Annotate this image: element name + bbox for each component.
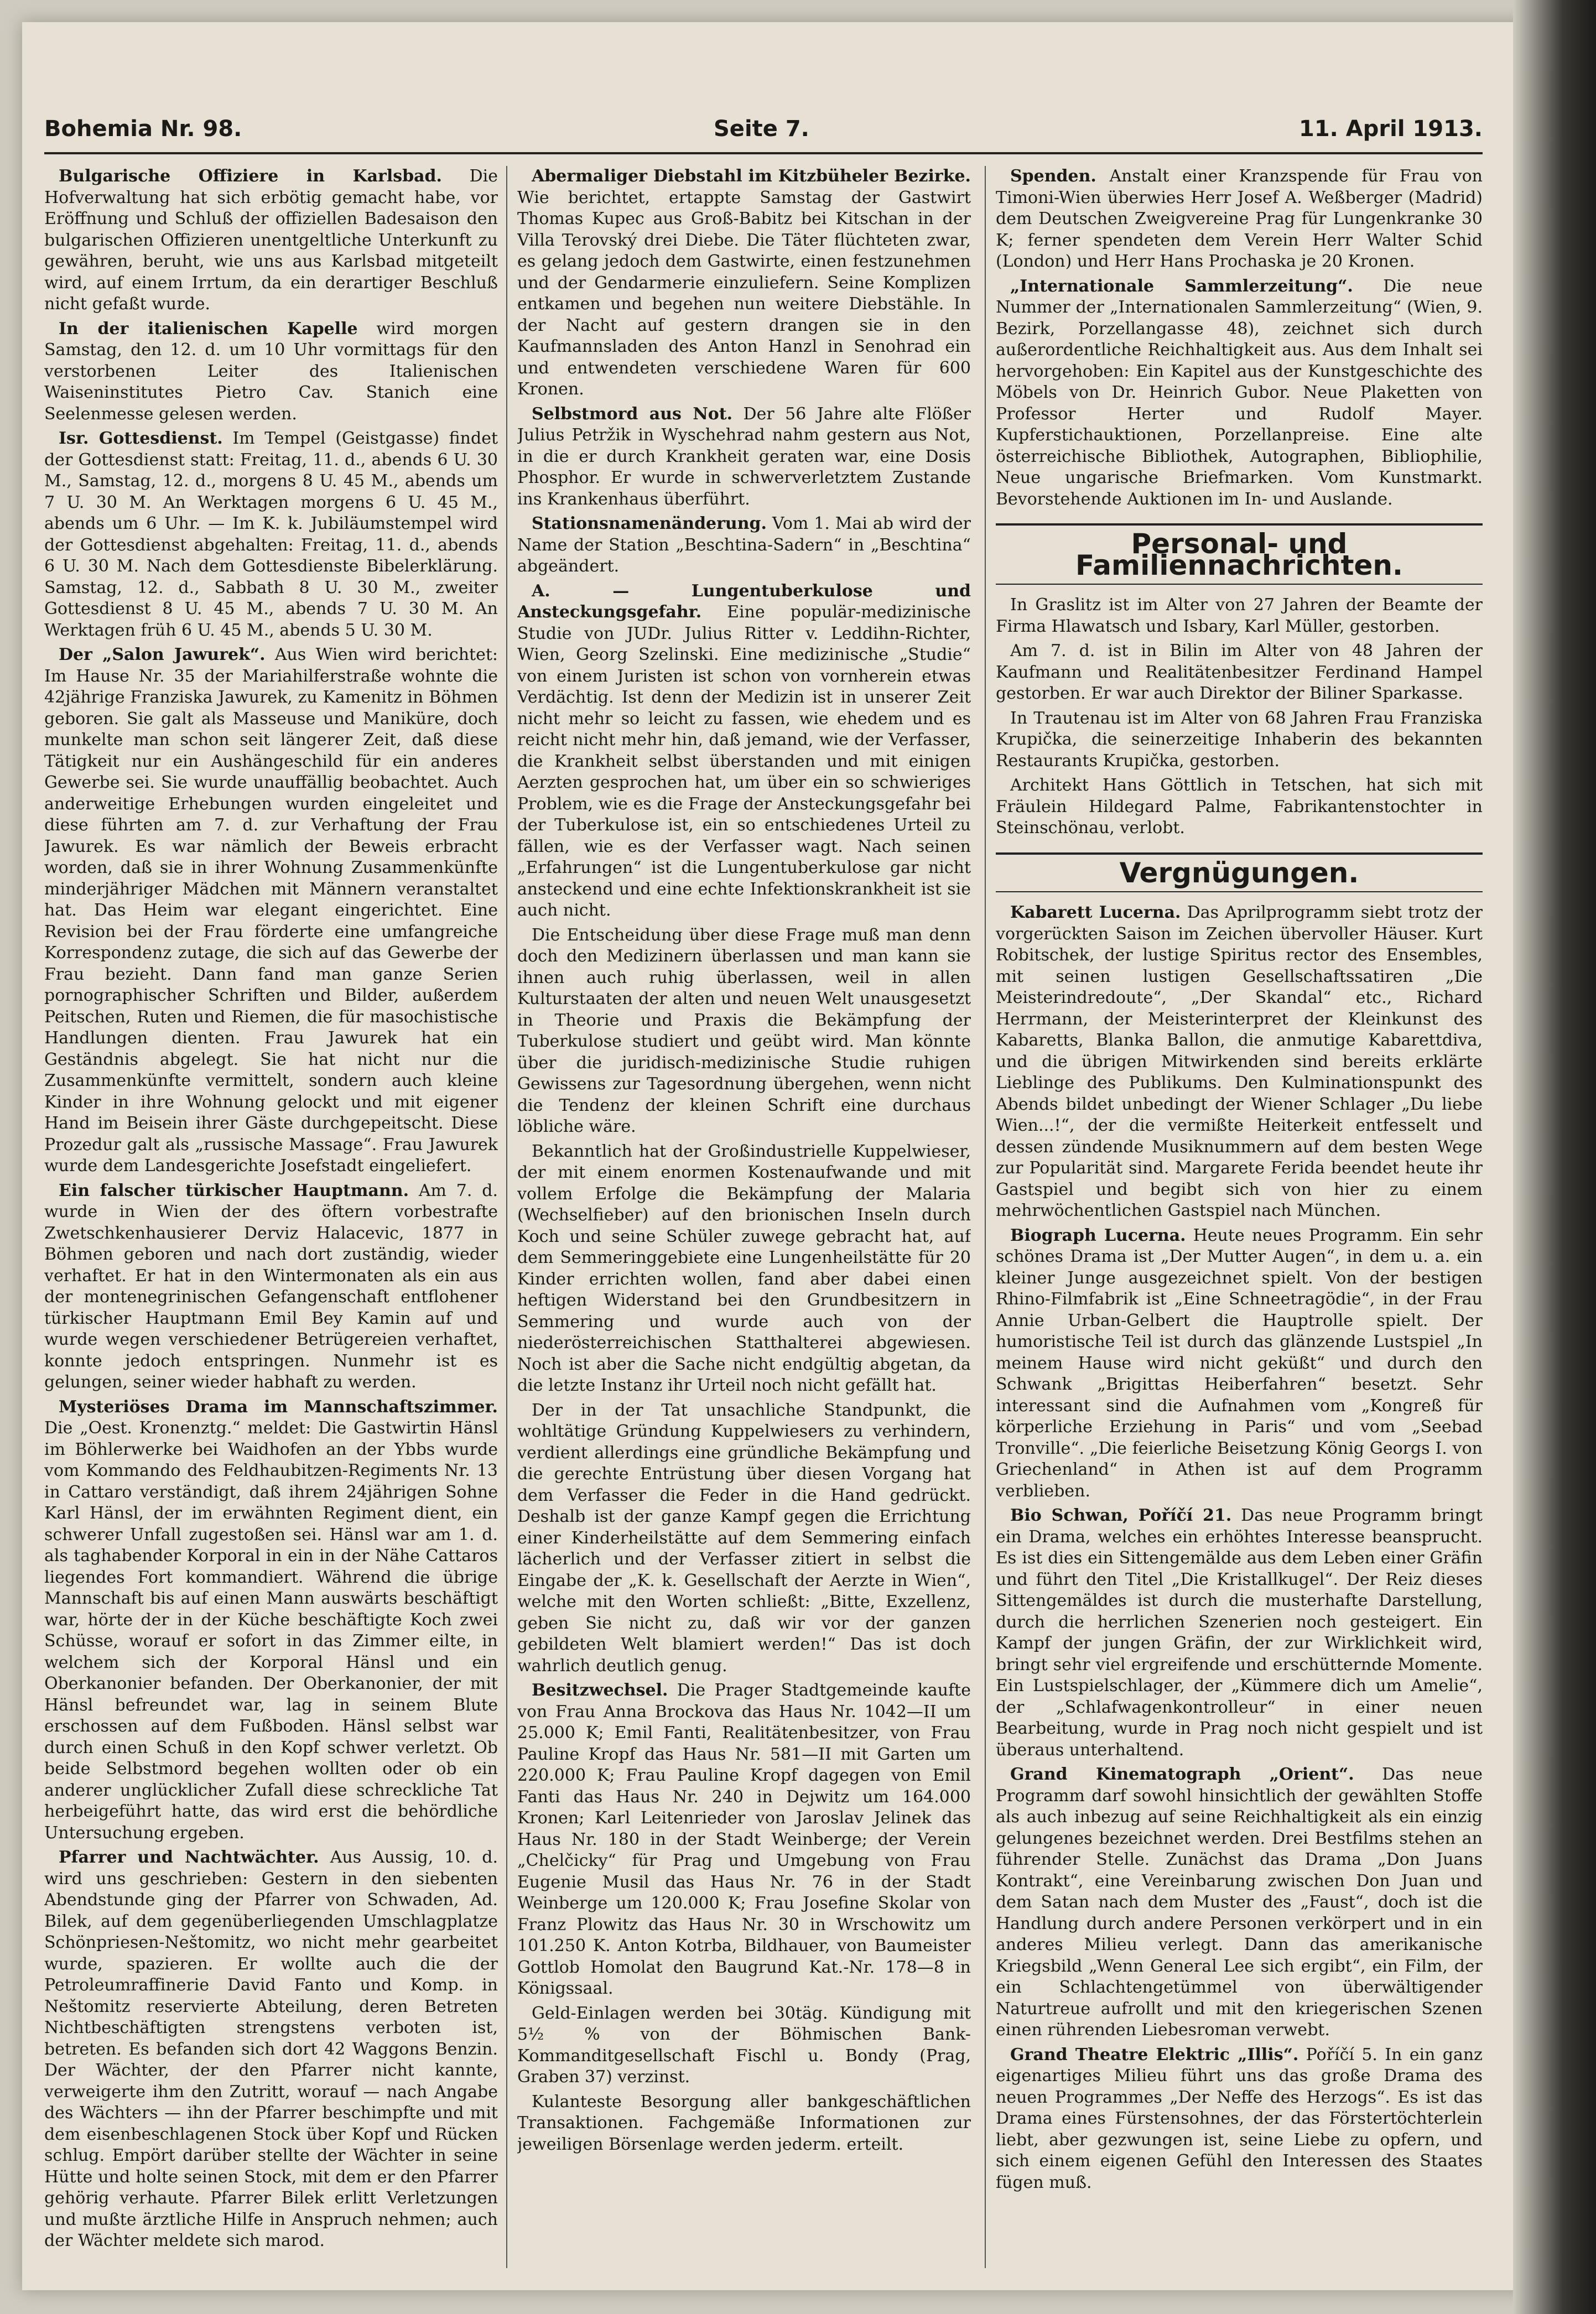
column-1: [44, 166, 498, 2268]
article-body: Die Prager Stadtgemeinde kaufte von Frau Anna Brockova das Haus Nr. 1042—II um 25.000 K; Emil Fanti, Realitätenbesitzer, von Frau Pauline Kropf das Haus Nr. 581—II mit Garten um 220.000 K; Frau Pauline Kropf dagegen von Emil Fanti das Haus Nr. 240 in Dejwitz um 164.000 Kronen; Karl Leitenrieder von Jaroslav Jelinek das Haus Nr. 180 in der Stadt Weinberge; der Verein „Chelčicky“ für Prag und Umgebung von Frau Eugenie Musil das Haus Nr. 76 in der Stadt Weinberge um 120.000 K; Frau Josefine Skolar von Franz Plowitz das Haus Nr. 30 in Wrschowitz um 101.250 K. Anton Kotrba, Bildhauer, von Baumeister Gottlob Homolat den Baugrund Kat.-Nr. 178—8 in Königssaal.: [517, 1681, 971, 1998]
article-headline: Selbstmord aus Not.: [532, 404, 733, 424]
column-2: [517, 166, 971, 2268]
article-body: Kulanteste Besorgung aller bankgeschäftlichen Transaktionen. Fachgemäße Informationen zur jeweiligen Börsenlage werden jederm. erteilt.: [517, 2092, 971, 2154]
article-paragraph: [517, 1400, 971, 1677]
article-headline: Spenden.: [1010, 167, 1096, 186]
article-paragraph: [996, 1505, 1483, 1761]
article-paragraph: [517, 2003, 971, 2088]
column-divider: [985, 166, 986, 2268]
article-headline: Kabarett Lucerna.: [1010, 903, 1181, 922]
article-body: Die „Oest. Kronenztg.“ meldet: Die Gastwirtin Hänsl im Böhlerwerke bei Waidhofen an der Ybbs wurde vom Kommando des Feldhaubitzen-Regiments Nr. 13 in Cattaro verständigt, daß ihrem 24jährigen Sohne Karl Hänsl, der im erwähnten Regiment dient, ein schwerer Unfall zugestoßen sei. Hänsl war am 1. d. als taghabender Korporal in ein in der Nähe Cattaros liegendes Fort kommandiert. Während die übrige Mannschaft bis auf einen Mann auswärts beschäftigt war, hörte der in der Küche beschäftigte Koch zwei Schüsse, worauf er sofort in das Zimmer eilte, in welchem sich der Korporal Hänsl und ein Oberkanonier befanden. Der Oberkanonier, der mit Hänsl befreundet war, lag in seinem Blute erschossen auf dem Fußboden. Hänsl selbst war durch einen Schuß in den Kopf schwer verletzt. Ob beide Selbstmord begehen wollten oder ob ein anderer unglücklicher Zufall diese schreckliche Tat herbeigeführt hatte, das wird erst die behördliche Untersuchung ergeben.: [44, 1418, 498, 1843]
header-rule: [44, 152, 1483, 154]
article-paragraph: [44, 1397, 498, 1844]
article-body: Das Aprilprogramm siebt trotz der vorgerückten Saison im Zeichen übervoller Häuser. Kurt Robitschek, der lustige Spiritus rector des Ensembles, mit seinen lustigen Gesellschaftssatiren „Die Meisterindredoute“, „Der Skandal“ etc., Richard Herrmann, der Meisterinterpret der Kleinkunst des Kabaretts, Blanka Ballon, die anmutige Kabarettdiva, und die übrigen Mitwirkenden sind bereits erklärte Lieblinge des Publikums. Den Kulminationspunkt des Abends bildet unbedingt der Wiener Schlager „Du liebe Wien...!“, der die vermißte Heiterkeit entfesselt und dessen zündende Musiknummern auf dem besten Wege zur Popularität sind. Margarete Ferida beendet heute ihr Gastspiel und begibt sich von hier zu einem mehrwöchentlichen Gastspiel nach München.: [996, 903, 1483, 1220]
header-page-number: Seite 7.: [714, 116, 809, 142]
header-issue: Bohemia Nr. 98.: [44, 116, 242, 142]
article-headline: In der italienischen Kapelle: [59, 319, 358, 339]
article-paragraph: [996, 1225, 1483, 1502]
article-body: Im Tempel (Geistgasse) findet der Gottesdienst statt: Freitag, 11. d., abends 6 U. 30 M., Samstag, 12. d., morgens 8 U. 45 M., abends um 7 U. 30 M. An Werktagen morgens 6 U. 45 M., abends um 6 Uhr. — Im K. k. Jubiläumstempel wird der Gottesdienst abgehalten: Freitag, 11. d., abends 6 U. 30 M. Nach dem Gottesdienste Bibelerklärung. Samstag, 12. d., Sabbath 8 U. 30 M., zweiter Gottesdienst 8 U. 45 M., abends 7 U. 30 M. An Werktagen früh 6 U. 45 M., abends 5 U. 30 M.: [44, 429, 498, 640]
page-header: [44, 105, 1483, 149]
article-headline: Biograph Lucerna.: [1010, 1225, 1186, 1245]
article-headline: Bulgarische Offiziere in Karlsbad.: [59, 167, 442, 186]
article-paragraph: [517, 581, 971, 922]
article-headline: Grand Theatre Elektric „Illis“.: [1010, 2045, 1299, 2065]
article-body: Am 7. d. wurde in Wien der des öftern vorbestrafte Zwetschkenhausierer Derviz Halacevic, 1877 in Böhmen geboren und nach dort zuständig, wieder verhaftet. Er hat in den Wintermonaten als ein aus der montenegrinischen Gefangenschaft entflohener türkischer Hauptmann Emil Bey Kamin auf und wurde wegen verschiedener Betrügereien verhaftet, konnte jedoch entspringen. Nunmehr ist es gelungen, seiner wieder habhaft zu werden.: [44, 1181, 498, 1392]
scan-dark-edge: [1513, 0, 1596, 2314]
article-body: Geld-Einlagen werden bei 30täg. Kündigung mit 5½ % von der Böhmischen Bank-Kommanditgesellschaft Fischl u. Bondy (Prag, Graben 37) verzinst.: [517, 2003, 971, 2087]
article-body: Eine populär-medizinische Studie von JUDr. Julius Ritter v. Leddihn-Richter, Wien, Georg Szelinski. Eine medizinische „Studie“ von einem Juristen ist schon von vornherein etwas Verdächtig. Ist denn der Medizin ist in unserer Zeit nicht mehr so leicht zu fassen, wie ehedem und es reicht nicht mehr hin, daß jemand, wie der Verfasser, die Krankheit selbst überstanden und mit einigen Aerzten gesprochen hat, um über ein so schwieriges Problem, wie es die Frage der Ansteckungsgefahr bei der Tuberkulose ist, ein so entschiedenes Urteil zu fällen, wie es der Verfasser wagt. Nach seinen „Erfahrungen“ ist die Lungentuberkulose gar nicht ansteckend und eine echte Infektionskrankheit ist sie auch nicht.: [517, 602, 971, 920]
column-divider: [506, 166, 507, 2268]
article-body: Die Entscheidung über diese Frage muß man denn doch den Medizinern überlassen und man kann sie ihnen auch ruhig überlassen, weil in allen Kulturstaaten der alten und neuen Welt unausgesetzt in Theorie und Praxis die Bekämpfung der Tuberkulose studiert und geübt wird. Man könnte über die juridisch-medizinische Studie ruhigen Gewissens zur Tagesordnung übergehen, wenn nicht die Tendenz der kleinen Schrift eine durchaus löbliche wäre.: [517, 925, 971, 1136]
header-date: 11. April 1913.: [1299, 116, 1483, 142]
article-paragraph: [517, 404, 971, 511]
article-paragraph: [517, 166, 971, 401]
article-body: Aus Wien wird berichtet: Im Hause Nr. 35 der Mariahilferstraße wohnte die 42jährige Franziska Jawurek, zu Kamenitz in Böhmen geboren. Sie galt als Masseuse und Maniküre, doch munkelte man schon seit längerer Zeit, daß diese Tätigkeit nur ein Aushängeschild für ein anderes Gewerbe sei. Sie wurde unauffällig beobachtet. Auch anderweitige Erhebungen wurden eingeleitet und diese führten am 7. d. zur Verhaftung der Frau Jawurek. Es war nämlich der Beweis erbracht worden, daß sie in ihrer Wohnung Zusammenkünfte minderjähriger Mädchen mit Männern veranstaltet hat. Das Heim war elegant eingerichtet. Eine Revision bei der Frau förderte eine umfangreiche Korrespondenz zutage, die sich auf das Gewerbe der Frau bezieht. Dann fand man ganze Serien pornographischer Schriften und Bilder, außerdem Peitschen, Ruten und Riemen, die für masochistische Handlungen dienten. Frau Jawurek hat ein Geständnis abgelegt. Sie hat nicht nur die Zusammenkünfte vermittelt, sondern auch kleine Kinder in ihre Wohnung gelockt und mit eigener Hand im Beisein ihrer Gäste durchgepeitscht. Diese Prozedur galt als „russische Massage“. Frau Jawurek wurde dem Landesgerichte Josefstadt eingeliefert.: [44, 645, 498, 1176]
article-body: Vom 1. Mai ab wird der Name der Station „Beschtina-Sadern“ in „Beschtina“ abgeändert.: [517, 514, 971, 576]
article-paragraph: [44, 428, 498, 641]
article-paragraph: [517, 925, 971, 1138]
article-body: In Trautenau ist im Alter von 68 Jahren Frau Franziska Krupička, die seinerzeitige Inhaberin des bekannten Restaurants Krupička, gestorben.: [996, 708, 1483, 771]
article-headline: Besitzwechsel.: [532, 1681, 668, 1700]
newspaper-page: [22, 22, 1566, 2290]
article-headline: Pfarrer und Nachtwächter.: [59, 1848, 319, 1867]
article-paragraph: [44, 644, 498, 1177]
article-headline: Ein falscher türkischer Hauptmann.: [59, 1181, 409, 1200]
article-body: Die neue Nummer der „Internationalen Sammlerzeitung“ (Wien, 9. Bezirk, Porzellangasse 48), zeichnet sich durch außerordentliche Reichhaltigkeit aus. Aus dem Inhalt sei hervorgehoben: Ein Kapitel aus der Kunstgeschichte des Möbels von Dr. Heinrich Gubor. Neue Plaketten von Professor Herter und Rudolf Mayer. Kupferstichauktionen, Porzellanpreise. Eine alte österreichische Bibliothek, Autographen, Bibliophilie, Neue ungarische Briefmarken. Vom Kunstmarkt. Bevorstehende Auktionen im In- und Auslande.: [996, 276, 1483, 509]
article-paragraph: [996, 2045, 1483, 2194]
article-paragraph: [996, 276, 1483, 511]
article-paragraph: [517, 513, 971, 578]
article-headline: Abermaliger Diebstahl im Kitzbüheler Bezirke.: [532, 167, 971, 186]
article-paragraph: [517, 2092, 971, 2156]
article-headline: Bio Schwan, Poříčí 21.: [1010, 1506, 1232, 1525]
article-paragraph: [996, 641, 1483, 705]
article-body: Anstalt einer Kranzspende für Frau von Timoni-Wien überwies Herr Josef A. Weßberger (Madrid) dem Deutschen Zweigvereine Prag für Lungenkranke 30 K; ferner spendeten dem Verein Herr Walter Schid (London) und Herr Hans Prochaska je 20 Kronen.: [996, 167, 1483, 271]
article-paragraph: [44, 1181, 498, 1393]
article-body: wird morgen Samstag, den 12. d. um 10 Uhr vormittags für den verstorbenen Leiter des Italienischen Waiseninstitutes Pietro Cav. Stanich eine Seelenmesse gelesen werden.: [44, 319, 498, 424]
article-body: Bekanntlich hat der Großindustrielle Kuppelwieser, der mit einem enormen Kostenaufwande und mit vollem Erfolge die Bekämpfung der Malaria (Wechselfieber) auf den brionischen Inseln durch Koch und seine Schüler zuwege gebracht hat, auf dem Semmeringgebiete eine Lungenheilstätte für 20 Kinder errichten wollen, fand aber dabei einen heftigen Widerstand bei den Grundbesitzern in Semmering und wurde auch von der niederösterreichischen Statthalterei abgewiesen. Noch ist aber die Sache nicht endgültig abgetan, da die letzte Instanz ihr Urteil noch nicht gefällt hat.: [517, 1141, 971, 1395]
article-body: Heute neues Programm. Ein sehr schönes Drama ist „Der Mutter Augen“, in dem u. a. ein kleiner Junge ausgezeichnet spielt. Von der bestigen Rhino-Filmfabrik ist „Eine Schneetragödie“, in der Frau Annie Urban-Gelbert die Hauptrolle spielt. Der humoristische Teil ist durch das glänzende Lustspiel „In meinem Hause wird nicht geküßt“ und durch den Schwank „Brigittas Heiberfahren“ besetzt. Sehr interessant sind die Aufnahmen vom „Kongreß für körperliche Erziehung in Paris“ und vom „Seebad Tronville“. „Die feierliche Beisetzung König Georgs I. von Griechenland“ in Athen ist auf dem Programm verblieben.: [996, 1225, 1483, 1501]
article-body: Am 7. d. ist in Bilin im Alter von 48 Jahren der Kaufmann und Realitätenbesitzer Ferdinand Hampel gestorben. Er war auch Direktor der Biliner Sparkasse.: [996, 641, 1483, 703]
article-body: Architekt Hans Göttlich in Tetschen, hat sich mit Fräulein Hildegard Palme, Fabrikantenstochter in Steinschönau, verlobt.: [996, 776, 1483, 838]
article-paragraph: [996, 708, 1483, 772]
article-body: In Graslitz ist im Alter von 27 Jahren der Beamte der Firma Hlawatsch und Isbary, Karl Müller, gestorben.: [996, 595, 1483, 636]
article-paragraph: [996, 775, 1483, 839]
article-body: Das neue Programm bringt ein Drama, welches ein erhöhtes Interesse beansprucht. Es ist dies ein Sittengemälde aus dem Leben einer Gräfin und führt den Titel „Die Kristallkugel“. Der Reiz dieses Sittengemäldes ist durch die musterhafte Darstellung, durch die herrlichen Szenerien noch gesteigert. Ein Kampf der jungen Gräfin, der zur Wirklichkeit wird, bringt sehr viel ergreifende und erschütternde Momente. Ein Lustspielschlager, der „Kümmere dich um Amelie“, der „Schlafwagenkontrolleur“ in einer neuen Bearbeitung, wurde in Prag noch nicht gespielt und ist überaus unterhaltend.: [996, 1506, 1483, 1760]
article-paragraph: [996, 902, 1483, 1222]
article-paragraph: [996, 166, 1483, 273]
article-paragraph: [996, 1764, 1483, 2041]
article-body: Der in der Tat unsachliche Standpunkt, die wohltätige Gründung Kuppelwiesers zu verhindern, verdient allerdings eine gründliche Bekämpfung und die gerechte Entrüstung über diesen Vorgang hat dem Verfasser die Feder in die Hand gedrückt. Deshalb ist der ganze Kampf gegen die Errichtung einer Kinderheilstätte auf dem Semmering einfach lächerlich und der Verfasser zitiert in selbst die Eingabe der „K. k. Gesellschaft der Aerzte in Wien“, welche mit den Worten schließt: „Bitte, Exzellenz, geben Sie nicht zu, daß wir vor der ganzen gebildeten Welt blamiert werden!“ Das ist doch wahrlich deutlich genug.: [517, 1400, 971, 1676]
article-body: Die Hofverwaltung hat sich erbötig gemacht habe, vor Eröffnung und Schluß der offiziellen Badesaison den bulgarischen Offizieren unentgeltliche Unterkunft zu gewähren, beruht, wie uns aus Karlsbad mitgeteilt wird, auf einem Irrtum, da ein derartiger Beschluß nicht gefaßt wurde.: [44, 167, 498, 314]
article-headline: A. — Lungentuberkulose und Ansteckungsgefahr.: [517, 581, 971, 622]
article-paragraph: [44, 166, 498, 315]
article-headline: Stationsnamenänderung.: [532, 514, 767, 533]
article-paragraph: [517, 1680, 971, 2000]
article-body: Aus Aussig, 10. d. wird uns geschrieben: Gestern in den siebenten Abendstunde ging der Pfarrer von Schwaden, Ad. Bilek, auf dem gegenüberliegenden Umschlagplatze Schönpriesen-Neštomitz, wo nicht mehr gearbeitet wurde, spazieren. Er wollte auch die der Petroleumraffinerie David Fanto und Komp. in Neštomitz reservierte Abteilung, deren Betreten Nichtbeschäftigten strengstens verboten ist, betreten. Es befanden sich dort 42 Waggons Benzin. Der Wächter, der den Pfarrer nicht kannte, verweigerte ihm den Zutritt, worauf — nach Angabe des Wächters — ihn der Pfarrer beschimpfte und mit dem eisenbeschlagenen Stock über Kopf und Rücken schlug. Empört darüber stellte der Wächter in seine Hütte und holte seinen Stock, mit dem er den Pfarrer gehörig verhaute. Pfarrer Bilek erlitt Verletzungen und mußte ärztliche Hilfe in Anspruch nehmen; auch der Wächter meldete sich marod.: [44, 1848, 498, 2250]
article-paragraph: [44, 319, 498, 425]
section-heading: Personal- und Familiennachrichten.: [996, 523, 1483, 585]
article-body: Poříčí 5. In ein ganz eigenartiges Milieu führt uns das große Drama des neuen Programmes „Der Neffe des Herzogs“. Es ist das Drama eines Fürstensohnes, der das Förstertöchterlein liebt, aber gezwungen ist, seine Liebe zu opfern, und sich einem eigenen Gefühl den Interessen des Staates fügen muß.: [996, 2045, 1483, 2192]
article-headline: Grand Kinematograph „Orient“.: [1010, 1765, 1354, 1784]
article-paragraph: [44, 1847, 498, 2252]
article-headline: Der „Salon Jawurek“.: [59, 645, 266, 664]
article-headline: Mysteriöses Drama im Mannschaftszimmer.: [59, 1397, 498, 1417]
column-3: [996, 166, 1483, 2268]
article-headline: „Internationale Sammlerzeitung“.: [1010, 276, 1353, 296]
article-body: Der 56 Jahre alte Flößer Julius Petržik in Wyschehrad nahm gestern aus Not, in die er durch Krankheit geraten war, eine Dosis Phosphor. Er wurde in schwerverletztem Zustande ins Krankenhaus überführt.: [517, 404, 971, 509]
article-headline: Isr. Gottesdienst.: [59, 429, 223, 448]
section-heading: Vergnügungen.: [996, 852, 1483, 893]
article-paragraph: [996, 595, 1483, 637]
article-body: Das neue Programm darf sowohl hinsichtlich der gewählten Stoffe als auch inbezug auf seine Reichhaltigkeit als ein einzig gelungenes bezeichnet werden. Drei Bestfilms stehen an führender Stelle. Zunächst das Drama „Don Juans Kontrakt“, eine Vereinbarung zwischen Don Juan und dem Satan nach dem Muster des „Faust“, doch ist die Handlung durch andere Personen verkörpert und in ein anderes Milieu verlegt. Dann das amerikanische Kriegsbild „Wenn General Lee sich ergibt“, ein Film, der ein Schlachtengetümmel von überwältigender Naturtreue aufrollt und mit den kriegerischen Szenen einen rührenden Liebesroman verwebt.: [996, 1765, 1483, 2040]
article-paragraph: [517, 1141, 971, 1397]
article-body: Wie berichtet, ertappte Samstag der Gastwirt Thomas Kupec aus Groß-Babitz bei Kitschan in der Villa Terovský drei Diebe. Die Täter flüchteten zwar, es gelang jedoch dem Gastwirte, einen festzunehmen und der Gendarmerie einzuliefern. Seine Komplizen entkamen und begehen nun weitere Diebstähle. In der Nacht auf gestern drangen sie in den Kaufmannsladen des Anton Hanzl in Senohrad ein und entwendeten verschiedene Waren für 600 Kronen.: [517, 188, 971, 399]
